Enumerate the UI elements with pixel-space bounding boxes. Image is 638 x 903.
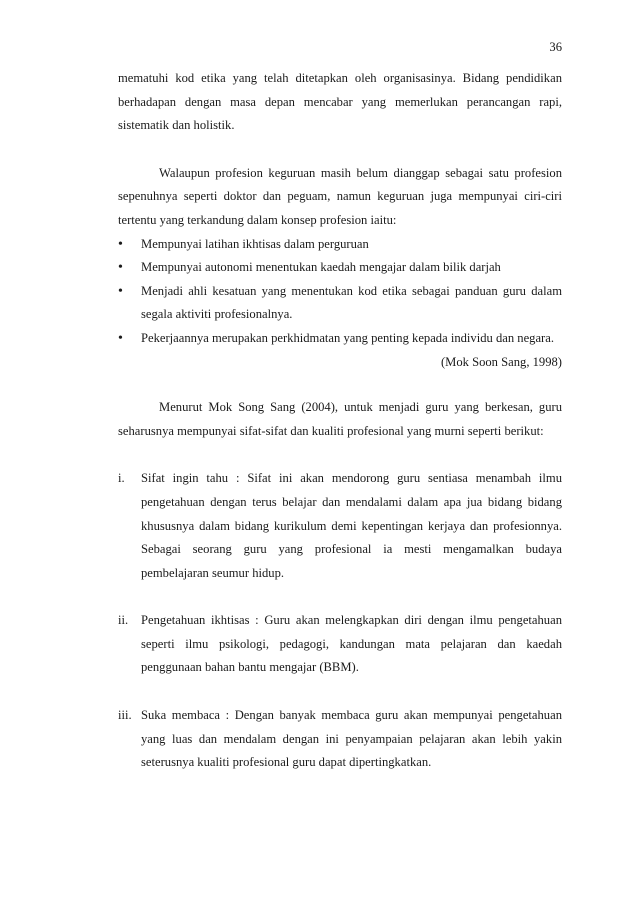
item-text: Suka membaca : Dengan banyak membaca guru akan mempunyai pengetahuan yang luas dan mendalam dengan ini penyampaian pelajaran akan lebih yakin seterusnya kualiti profesional guru dapat dipertingkatkan. bbox=[141, 708, 562, 770]
list-item-text: Mempunyai autonomi menentukan kaedah mengajar dalam bilik darjah bbox=[141, 260, 501, 275]
quality-item-reading bbox=[118, 704, 562, 775]
bullet-icon: • bbox=[118, 260, 123, 276]
item-marker: i. bbox=[118, 471, 125, 486]
item-marker: iii. bbox=[118, 708, 132, 723]
bullet-icon: • bbox=[118, 330, 123, 346]
item-text: Pengetahuan ikhtisas : Guru akan melengkapkan diri dengan ilmu pengetahuan seperti ilmu psikologi, pedagogi, kandungan mata pelajaran dan kaedah penggunaan bahan bantu mengajar (BBM). bbox=[141, 613, 562, 675]
bullet-icon: • bbox=[118, 236, 123, 252]
item-marker: ii. bbox=[118, 613, 129, 628]
list-item-text: Pekerjaannya merupakan perkhidmatan yang penting kepada individu dan negara. bbox=[141, 330, 554, 345]
list-item bbox=[118, 256, 562, 280]
list-item-text: Menjadi ahli kesatuan yang menentukan kod etika sebagai panduan guru dalam segala aktiviti profesionalnya. bbox=[141, 283, 562, 322]
paragraph-profession-intro: Walaupun profesion keguruan masih belum dianggap sebagai satu profesion sepenuhnya seperti doktor dan peguam, namun keguruan juga mempunyai ciri-ciri tertentu yang terkandung dalam konsep profesion iaitu: bbox=[118, 165, 562, 227]
profession-traits-list bbox=[118, 233, 562, 351]
page-number: 36 bbox=[549, 40, 562, 54]
citation: (Mok Soon Sang, 1998) bbox=[440, 354, 562, 369]
paragraph-mok-song-sang: Menurut Mok Song Sang (2004), untuk menjadi guru yang berkesan, guru seharusnya mempunyai sifat-sifat dan kualiti profesional yang murni seperti berikut: bbox=[118, 400, 562, 438]
bullet-icon: • bbox=[118, 283, 123, 299]
document-body bbox=[118, 67, 562, 775]
list-item bbox=[118, 280, 562, 327]
list-item-text: Mempunyai latihan ikhtisas dalam perguruan bbox=[141, 236, 369, 251]
item-text: Sifat ingin tahu : Sifat ini akan mendorong guru sentiasa menambah ilmu pengetahuan dengan terus belajar dan mendalami dalam apa jua bidang bidang khususnya dalam bidang kurikulum demi kepentingan kerjaya dan profesionnya. Sebagai seorang guru yang profesional ia mesti mengamalkan budaya pembelajaran seumur hidup. bbox=[141, 471, 562, 580]
list-item bbox=[118, 233, 562, 257]
list-item bbox=[118, 327, 562, 351]
quality-item-curiosity bbox=[118, 467, 562, 585]
paragraph-continuation: mematuhi kod etika yang telah ditetapkan oleh organisasinya. Bidang pendidikan berhadapan dengan masa depan mencabar yang memerlukan perancangan rapi, sistematik dan holistik. bbox=[118, 71, 562, 133]
quality-item-professional-knowledge bbox=[118, 609, 562, 680]
